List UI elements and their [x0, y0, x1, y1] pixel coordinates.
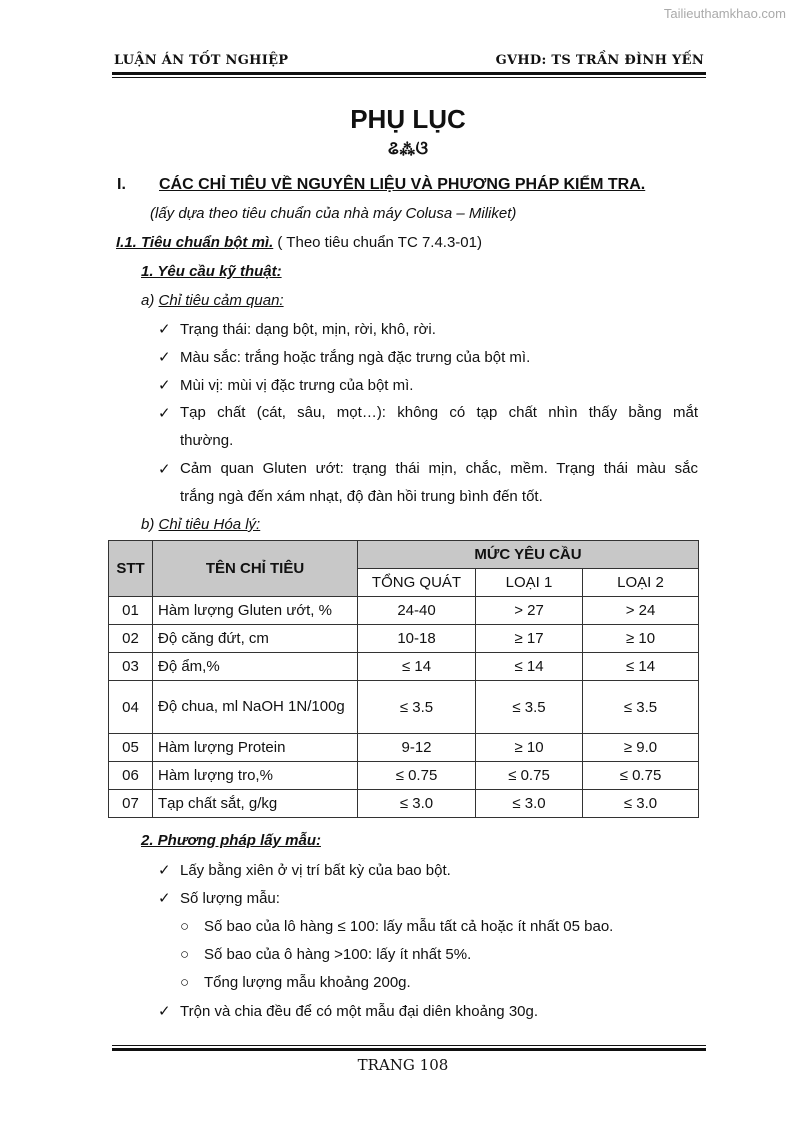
cell-stt: 02 — [109, 625, 153, 653]
cell-value: ≤ 3.5 — [583, 681, 699, 734]
check-icon: ✓ — [158, 461, 171, 478]
cell-name: Độ căng đứt, cm — [153, 625, 358, 653]
check-icon: ✓ — [158, 890, 171, 907]
cell-stt: 05 — [109, 734, 153, 762]
table-row — [109, 734, 699, 762]
table-row — [109, 597, 699, 625]
list-item: Trộn và chia đều để có một mẫu đại diên khoảng 30g. — [180, 1003, 539, 1020]
header-rule-thin — [112, 77, 706, 78]
cell-value: ≥ 17 — [476, 625, 583, 653]
check-icon: ✓ — [158, 862, 171, 879]
cell-value: > 27 — [476, 597, 583, 625]
list-item: Mùi vị: mùi vị đặc trưng của bột mì. — [180, 377, 414, 394]
cell-value: ≥ 10 — [476, 734, 583, 762]
cell-name: Hàm lượng Protein — [153, 734, 358, 762]
page-title: PHỤ LỤC — [350, 104, 466, 134]
check-icon: ✓ — [158, 1003, 171, 1020]
cell-stt: 03 — [109, 653, 153, 681]
list-item: Số lượng mẫu: — [180, 890, 280, 907]
table-row — [109, 653, 699, 681]
header-left: LUẬN ÁN TỐT NGHIỆP — [114, 53, 289, 68]
sensory-title: Chỉ tiêu cảm quan: — [158, 292, 284, 309]
cell-value: ≤ 0.75 — [583, 762, 699, 790]
chem-title: Chỉ tiêu Hóa lý: — [158, 516, 261, 533]
cell-value: ≤ 14 — [583, 653, 699, 681]
table-row — [109, 625, 699, 653]
list-item-cont: thường. — [180, 432, 234, 449]
table-row — [109, 681, 699, 734]
header-col: LOẠI 2 — [583, 569, 699, 597]
sub-item: Số bao của lô hàng ≤ 100: lấy mẫu tất cả hoặc ít nhất 05 bao. — [204, 918, 614, 935]
cell-value: ≤ 0.75 — [476, 762, 583, 790]
cell-value: > 24 — [583, 597, 699, 625]
cell-name: Hàm lượng Gluten ướt, % — [153, 597, 358, 625]
cell-value: 10-18 — [358, 625, 476, 653]
list-item: Tạp chất (cát, sâu, mọt…): không có tạp chất nhìn thấy bằng mắt — [180, 404, 698, 421]
cell-value: 9-12 — [358, 734, 476, 762]
list-item: Trạng thái: dạng bột, mịn, rời, khô, rời. — [180, 321, 436, 338]
check-icon: ✓ — [158, 321, 171, 338]
table-row — [109, 762, 699, 790]
header-rule — [112, 72, 706, 75]
cell-value: ≤ 3.0 — [476, 790, 583, 818]
cell-stt: 07 — [109, 790, 153, 818]
req-title: 1. Yêu cầu kỹ thuật: — [141, 263, 282, 280]
cell-value: ≤ 3.0 — [358, 790, 476, 818]
section-note: (lấy dựa theo tiêu chuẩn của nhà máy Colusa – Miliket) — [150, 205, 517, 222]
header-right: GVHD: TS TRẦN ĐÌNH YẾN — [495, 53, 704, 68]
check-icon: ✓ — [158, 349, 171, 366]
cell-value: ≤ 14 — [476, 653, 583, 681]
check-icon: ✓ — [158, 377, 171, 394]
list-item: Lấy bằng xiên ở vị trí bất kỳ của bao bột. — [180, 862, 451, 879]
header-stt: STT — [109, 541, 153, 597]
cell-value: ≤ 0.75 — [358, 762, 476, 790]
item-label-b: b) — [141, 516, 155, 533]
circle-bullet-icon: ○ — [180, 918, 190, 935]
cell-name: Độ ẩm,% — [153, 653, 358, 681]
section-title: CÁC CHỈ TIÊU VỀ NGUYÊN LIỆU VÀ PHƯƠNG PHÁP KIỂM TRA. — [159, 176, 646, 193]
subsection-title: I.1. Tiêu chuẩn bột mì. — [116, 234, 274, 251]
cell-value: ≤ 3.0 — [583, 790, 699, 818]
list-item: Cảm quan Gluten ướt: trạng thái mịn, chắc, mềm. Trạng thái màu sắc — [180, 460, 698, 477]
chem-table — [108, 540, 699, 818]
cell-value: ≥ 10 — [583, 625, 699, 653]
cell-name: Độ chua, ml NaOH 1N/100g — [153, 681, 358, 734]
check-icon: ✓ — [158, 405, 171, 422]
page-number: TRANG 108 — [357, 1056, 449, 1074]
section-number: I. — [117, 176, 126, 193]
ornament-icon: ଌ⁂ଓ — [388, 138, 428, 158]
header-name: TÊN CHỈ TIÊU — [153, 541, 358, 597]
cell-value: ≥ 9.0 — [583, 734, 699, 762]
footer-rule — [112, 1048, 706, 1051]
sampling-title: 2. Phương pháp lấy mẫu: — [141, 832, 321, 849]
header-col: TỔNG QUÁT — [358, 569, 476, 597]
item-label-a: a) — [141, 292, 155, 309]
subsection-note: ( Theo tiêu chuẩn TC 7.4.3-01) — [273, 234, 482, 251]
circle-bullet-icon: ○ — [180, 974, 190, 991]
cell-value: ≤ 3.5 — [476, 681, 583, 734]
cell-value: ≤ 3.5 — [358, 681, 476, 734]
header-col: LOẠI 1 — [476, 569, 583, 597]
cell-name: Tạp chất sắt, g/kg — [153, 790, 358, 818]
header-group: MỨC YÊU CẦU — [358, 541, 699, 569]
sub-item: Tổng lượng mẫu khoảng 200g. — [204, 974, 411, 991]
cell-value: 24-40 — [358, 597, 476, 625]
watermark: Tailieuthamkhao.com — [663, 6, 786, 21]
footer-rule-thin — [112, 1045, 706, 1046]
cell-stt: 04 — [109, 681, 153, 734]
circle-bullet-icon: ○ — [180, 946, 190, 963]
list-item: Màu sắc: trắng hoặc trắng ngà đặc trưng của bột mì. — [180, 349, 531, 366]
sub-item: Số bao của ô hàng >100: lấy ít nhất 5%. — [204, 946, 472, 963]
cell-name: Hàm lượng tro,% — [153, 762, 358, 790]
table-row — [109, 790, 699, 818]
cell-stt: 01 — [109, 597, 153, 625]
list-item-cont: trắng ngà đến xám nhạt, độ đàn hồi trung bình đến tốt. — [180, 488, 543, 505]
cell-stt: 06 — [109, 762, 153, 790]
cell-value: ≤ 14 — [358, 653, 476, 681]
